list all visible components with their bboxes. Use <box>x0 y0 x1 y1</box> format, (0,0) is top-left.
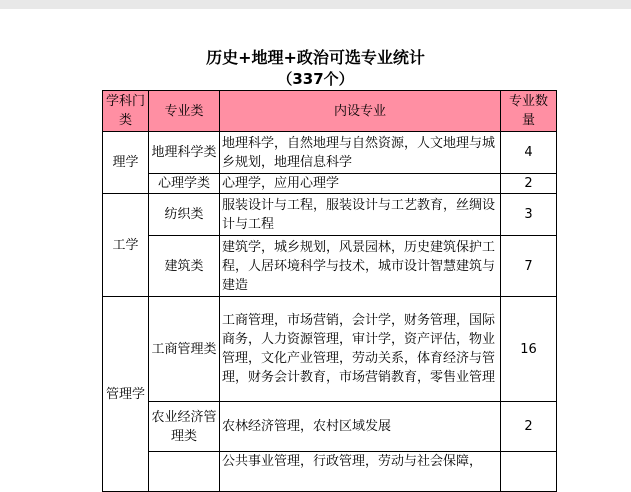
count-cell: 16 <box>501 297 557 402</box>
majors-cell: 服装设计与工程，服装设计与工艺教育，丝绸设计与工程 <box>220 194 501 236</box>
majors-table <box>102 90 557 492</box>
header-count: 专业数量 <box>501 91 557 132</box>
category-cell: 建筑类 <box>149 236 220 297</box>
majors-cell: 地理科学，自然地理与自然资源，人文地理与城乡规划，地理信息科学 <box>220 132 501 174</box>
majors-cell: 农林经济管理，农村区域发展 <box>220 402 501 452</box>
category-cell: 农业经济管理类 <box>149 402 220 452</box>
page-subtitle: （337个） <box>277 70 354 88</box>
discipline-cell: 工学 <box>103 194 149 297</box>
category-cell: 地理科学类 <box>149 132 220 174</box>
majors-cell: 工商管理，市场营销，会计学，财务管理，国际商务，人力资源管理，审计学，资产评估，物业管理，文化产业管理，劳动关系，体育经济与管理，财务会计教育，市场营销教育，零售业管理 <box>220 297 501 402</box>
count-cell: 3 <box>501 194 557 236</box>
count-cell: 4 <box>501 132 557 174</box>
header-majors: 内设专业 <box>220 91 501 132</box>
page-title: 历史+地理+政治可选专业统计 <box>206 48 425 67</box>
table-row <box>103 132 557 174</box>
table-header-row <box>103 91 557 132</box>
header-category: 专业类 <box>149 91 220 132</box>
count-cell: 7 <box>501 236 557 297</box>
majors-cell: 建筑学，城乡规划，风景园林，历史建筑保护工程，人居环境科学与技术，城市设计智慧建筑与建造 <box>220 236 501 297</box>
table-row <box>103 194 557 236</box>
table-row <box>103 452 557 492</box>
table-row <box>103 402 557 452</box>
discipline-cell: 管理学 <box>103 297 149 492</box>
category-cell: 纺织类 <box>149 194 220 236</box>
header-discipline: 学科门类 <box>103 91 149 132</box>
count-cell: 2 <box>501 174 557 194</box>
top-bar <box>0 0 631 9</box>
majors-cell: 心理学，应用心理学 <box>220 174 501 194</box>
category-cell <box>149 452 220 492</box>
discipline-cell: 理学 <box>103 132 149 194</box>
majors-cell: 公共事业管理，行政管理，劳动与社会保障， <box>220 452 501 492</box>
table-row <box>103 236 557 297</box>
category-cell: 工商管理类 <box>149 297 220 402</box>
count-cell: 2 <box>501 402 557 452</box>
table-row <box>103 297 557 402</box>
count-cell <box>501 452 557 492</box>
category-cell: 心理学类 <box>149 174 220 194</box>
table-row <box>103 174 557 194</box>
